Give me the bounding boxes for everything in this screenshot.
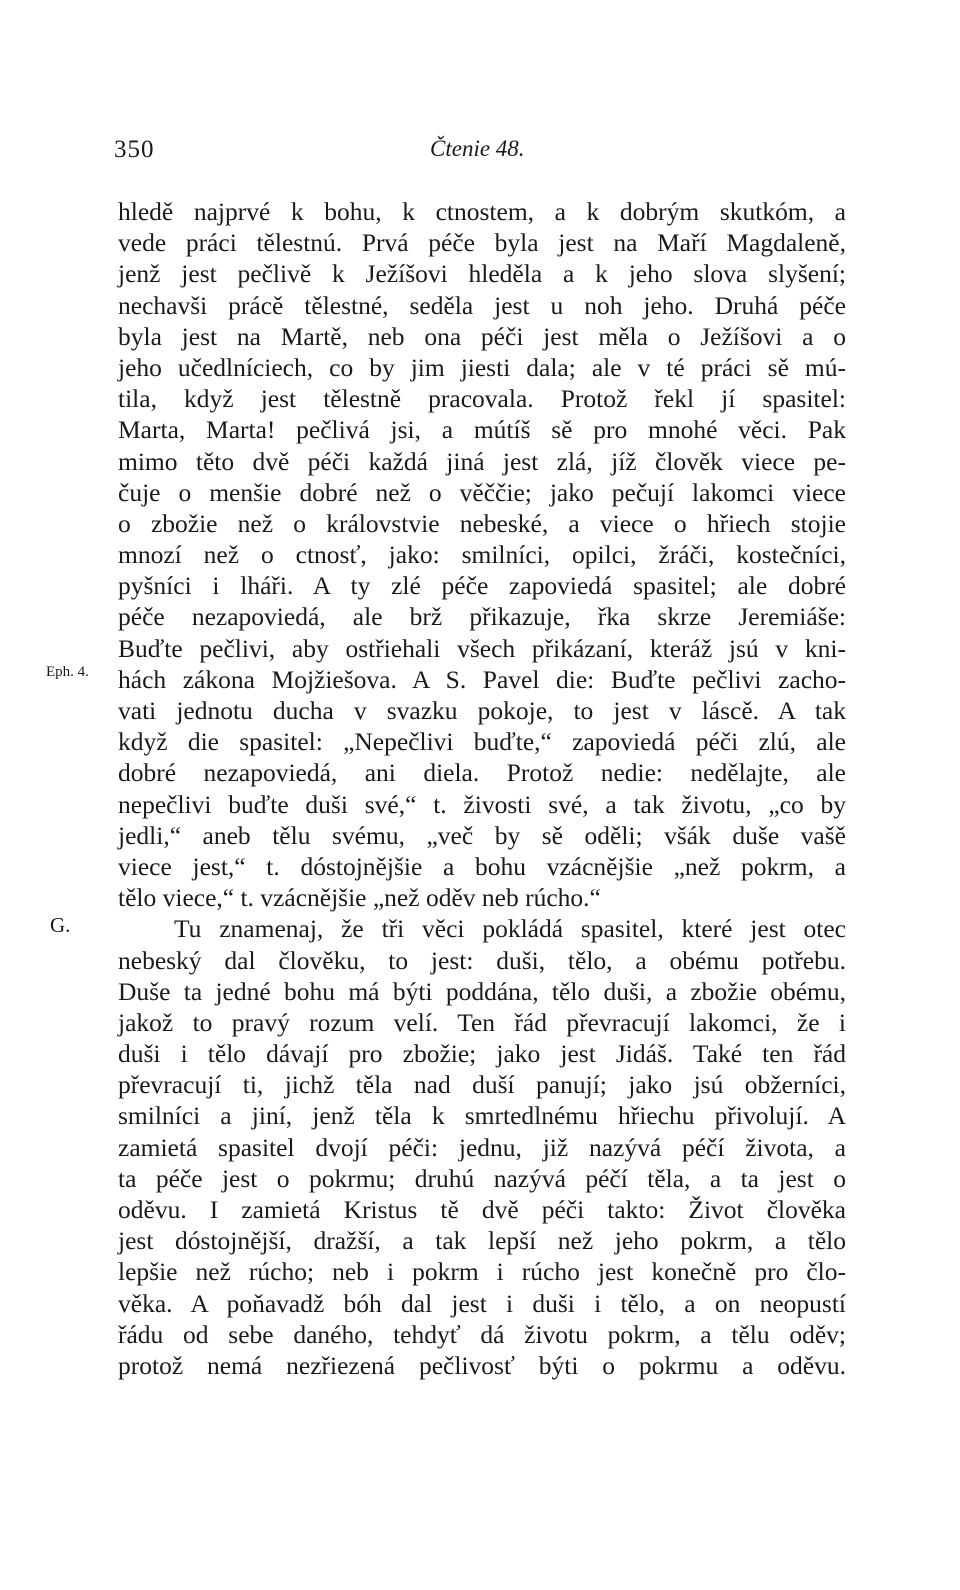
text-line: byla jest na Martě, neb ona péči jest měla o Ježíšovi a o — [118, 321, 846, 351]
text-line: nepečlivi buďte duši své,“ t. živosti své, a tak životu, „co by — [118, 789, 846, 819]
text-line: duši i tělo dávají pro zbožie; jako jest Jidáš. Také ten řád — [118, 1039, 846, 1069]
text-line: hách zákona Mojžiešova. A S. Pavel die: Buďte pečlivi zacho- — [118, 664, 846, 694]
text-line: převracují ti, jichž těla nad duší panují; jako jsú obžerníci, — [118, 1070, 846, 1100]
text-line: věka. A poňavadž bóh dal jest i duši i tělo, a on neopustí — [118, 1288, 846, 1318]
text-line: oděvu. I zamietá Kristus tě dvě péči takto: Život člověka — [118, 1195, 846, 1224]
text-line: nebeský dal člověku, to jest: duši, tělo, a obému potřebu. — [118, 945, 846, 975]
text-line: mnozí než o ctnosť, jako: smilníci, opilci, žráči, kostečníci, — [118, 540, 846, 570]
body-text — [46, 196, 846, 1381]
running-head: Čtenie 48. — [430, 136, 525, 161]
text-line: hledě najprvé k bohu, k ctnostem, a k dobrým skutkóm, a — [118, 197, 846, 226]
text-line: jedli,“ aneb tělu svému, „več by sě oděli; všák duše vašě — [118, 820, 846, 850]
text-line: tělo viece,“ t. vzácnějšie „než oděv neb rúcho.“ — [118, 883, 601, 913]
line-with-margin-note — [50, 913, 846, 944]
margin-note-eph: Eph. 4. — [46, 663, 89, 680]
text-line: zamietá spasitel dvojí péči: jednu, již nazývá péčí života, a — [118, 1132, 846, 1162]
page-number: 350 — [114, 136, 155, 163]
text-line: Buďte pečlivi, aby ostřiehali všech přikázaní, kteráž jsú v kni- — [118, 633, 846, 663]
text-line: protož nemá nezřiezená pečlivosť býti o pokrmu a oděvu. — [118, 1350, 846, 1380]
line-with-margin-note — [46, 663, 846, 695]
text-line: jest dóstojnější, dražší, a tak lepší než jeho pokrm, a tělo — [118, 1226, 846, 1256]
text-line: ta péče jest o pokrmu; druhú nazývá péčí těla, a ta jest o — [118, 1163, 846, 1193]
text-line: když die spasitel: „Nepečlivi buďte,“ zapoviedá péči zlú, ale — [118, 727, 846, 757]
text-line: mimo těto dvě péči každá jiná jest zlá, jíž člověk viece pe- — [118, 446, 846, 476]
text-line: smilníci a jiní, jenž těla k smrtedlnému hřiechu přivolují. A — [118, 1101, 846, 1131]
text-line: péče nezapoviedá, ale brž přikazuje, řka skrze Jeremiáše: — [118, 602, 846, 632]
text-line: jakož to pravý rozum velí. Ten řád převracují lakomci, že i — [118, 1007, 846, 1037]
text-line: lepšie než rúcho; neb i pokrm i rúcho jest konečně pro člo- — [118, 1257, 846, 1287]
text-line: Tu znamenaj, že tři věci pokládá spasitel, které jest otec — [174, 914, 846, 944]
text-line: dobré nezapoviedá, ani diela. Protož nedie: nedělajte, ale — [118, 758, 846, 788]
text-line: jeho učedlníciech, co by jim jiesti dala; ale v té práci sě mú- — [118, 352, 846, 382]
margin-note-g: G. — [50, 913, 71, 938]
text-line: tila, když jest tělestně pracovala. Protož řekl jí spasitel: — [118, 384, 846, 414]
text-line: viece jest,“ t. dóstojnějšie a bohu vzácnějšie „než pokrm, a — [118, 851, 846, 881]
text-line: čuje o menšie dobré než o věččie; jako pečují lakomci viece — [118, 477, 846, 507]
text-line: jenž jest pečlivě k Ježíšovi hleděla a k jeho slova slyšení; — [118, 259, 846, 289]
text-line: vati jednotu ducha v svazku pokoje, to jest v láscě. A tak — [118, 696, 846, 725]
text-line: o zbožie než o královstvie nebeské, a viece o hřiech stojie — [118, 508, 846, 538]
text-line: řádu od sebe daného, tehdyť dá životu pokrm, a tělu oděv; — [118, 1319, 846, 1349]
text-line: pyšníci i lháři. A ty zlé péče zapoviedá spasitel; ale dobré — [118, 571, 846, 601]
text-line: vede práci tělestnú. Prvá péče byla jest na Maří Magdaleně, — [118, 228, 846, 258]
page-header — [0, 136, 960, 172]
text-line: Duše ta jedné bohu má býti poddána, tělo duši, a zbožie obému, — [118, 976, 846, 1006]
text-line: nechavši prácě tělestné, seděla jest u noh jeho. Druhá péče — [118, 290, 846, 320]
text-line: Marta, Marta! pečlivá jsi, a mútíš sě pro mnohé věci. Pak — [118, 415, 846, 445]
